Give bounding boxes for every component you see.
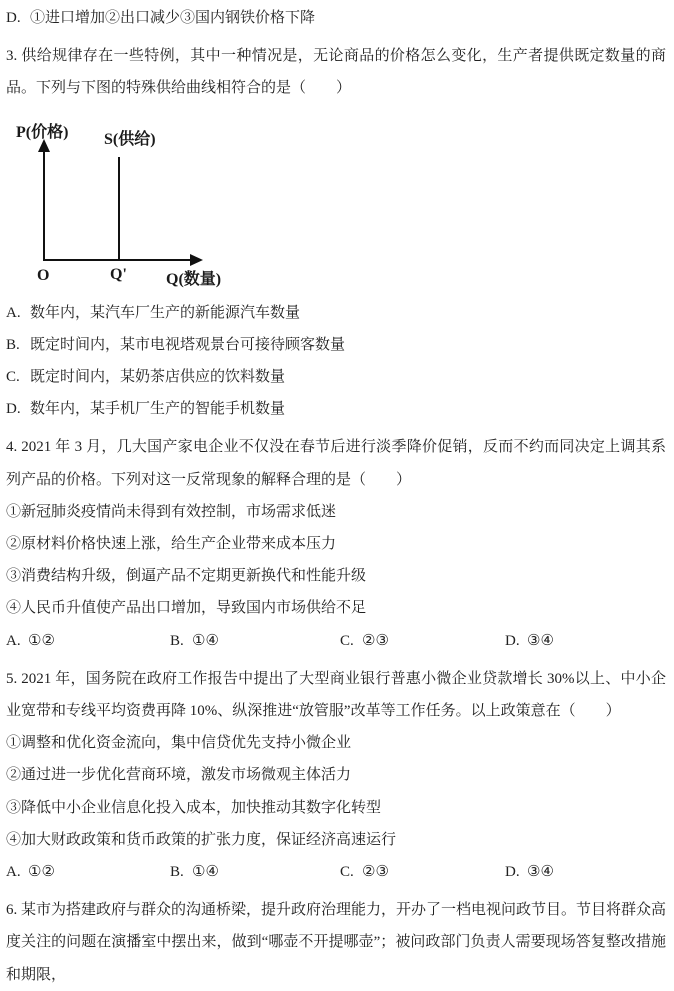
choice-text: ③④: [527, 864, 554, 881]
q5-statement-1: ①调整和优化资金流向，集中信贷优先支持小微企业: [6, 735, 352, 752]
q5-statement-4: ④加大财政政策和货币政策的扩张力度，保证经济高速运行: [6, 831, 397, 848]
x-axis-label: Q(数量): [166, 270, 222, 288]
choice-text: ②③: [362, 632, 389, 649]
q5-choice-b: [170, 856, 340, 888]
supply-curve-line: [118, 157, 120, 259]
supply-curve-figure: [6, 117, 666, 297]
q5-choice-d: [505, 856, 666, 888]
option-text: ①进口增加②出口减少③国内钢铁价格下降: [30, 10, 316, 26]
q3-option-b: [6, 329, 666, 361]
question-4-stem: 4. 2021 年 3 月，几大国产家电企业不仅没在春节后进行淡季降价促销，反而不约而同决定上调其系列产品的价格。下列对这一反常现象的解释合理的是（ ）: [6, 439, 666, 488]
q5-choice-c: [340, 856, 505, 888]
question-6-stem: 6. 某市为搭建政府与群众的沟通桥梁，提升政府治理能力，开办了一档电视问政节目。节目将群众高度关注的问题在演播室中摆出来，做到“哪壶不开提哪壶”；被问政部门负责人需要现场答复整改措施和期限，: [6, 902, 667, 983]
option-text: 数年内，某汽车厂生产的新能源汽车数量: [30, 304, 301, 321]
option-text: 数年内，某手机厂生产的智能手机数量: [30, 401, 286, 418]
q4-choice-c: [340, 625, 505, 657]
choice-text: ①④: [192, 864, 219, 881]
choice-text: ①②: [28, 864, 55, 881]
option-letter: D.: [6, 401, 21, 418]
q5-statement-3: ③降低中小企业信息化投入成本，加快推动其数字化转型: [6, 799, 382, 816]
x-axis: [43, 259, 193, 261]
x-axis-arrow-icon: [190, 254, 203, 266]
q5-choice-a: [6, 856, 170, 888]
question-3-stem: 3. 供给规律存在一些特例，其中一种情况是，无论商品的价格怎么变化，生产者提供既定数量的商品。下列与下图的特殊供给曲线相符合的是（ ）: [6, 48, 666, 97]
quantity-marker-label: Q': [110, 265, 127, 283]
y-axis: [43, 151, 45, 261]
q3-option-d: [6, 393, 666, 425]
q4-statement-2: ②原材料价格快速上涨，给生产企业带来成本压力: [6, 536, 337, 553]
q4-choice-b: [170, 625, 340, 657]
option-letter: D.: [6, 10, 21, 26]
q4-choice-d: [505, 625, 666, 657]
option-letter: C.: [6, 369, 20, 386]
origin-label: O: [37, 266, 50, 284]
choice-text: ①②: [28, 632, 55, 649]
choice-letter: B.: [170, 864, 184, 881]
q5-choices-row: [6, 856, 666, 888]
q3-option-c: [6, 361, 666, 393]
q3-option-a: [6, 297, 666, 329]
option-text: 既定时间内，某奶茶店供应的饮料数量: [30, 369, 286, 386]
choice-letter: A.: [6, 864, 21, 881]
choice-text: ②③: [362, 864, 389, 881]
choice-letter: C.: [340, 632, 354, 649]
choice-letter: D.: [505, 864, 520, 881]
option-letter: B.: [6, 336, 20, 353]
option-letter: A.: [6, 304, 21, 321]
carryover-option-d: [6, 2, 666, 34]
choice-letter: A.: [6, 632, 21, 649]
choice-letter: C.: [340, 864, 354, 881]
q4-statement-3: ③消费结构升级，倒逼产品不定期更新换代和性能升级: [6, 568, 367, 585]
supply-curve-label: S(供给): [104, 130, 156, 148]
q5-statement-2: ②通过进一步优化营商环境，激发市场微观主体活力: [6, 767, 352, 784]
q4-statement-1: ①新冠肺炎疫情尚未得到有效控制，市场需求低迷: [6, 503, 337, 520]
choice-letter: D.: [505, 632, 520, 649]
choice-letter: B.: [170, 632, 184, 649]
question-5-stem: 5. 2021 年，国务院在政府工作报告中提出了大型商业银行普惠小微企业贷款增长 30%以上、中小企业宽带和专线平均资费再降 10%、纵深推进“放管服”改革等工作任务。以上政策意在（ ）: [6, 670, 666, 720]
q4-choices-row: [6, 625, 666, 657]
q4-choice-a: [6, 625, 170, 657]
q4-statement-4: ④人民币升值使产品出口增加，导致国内市场供给不足: [6, 600, 367, 617]
choice-text: ①④: [192, 632, 219, 649]
choice-text: ③④: [527, 632, 554, 649]
option-text: 既定时间内，某市电视塔观景台可接待顾客数量: [30, 336, 346, 353]
y-axis-label: P(价格): [16, 123, 69, 141]
